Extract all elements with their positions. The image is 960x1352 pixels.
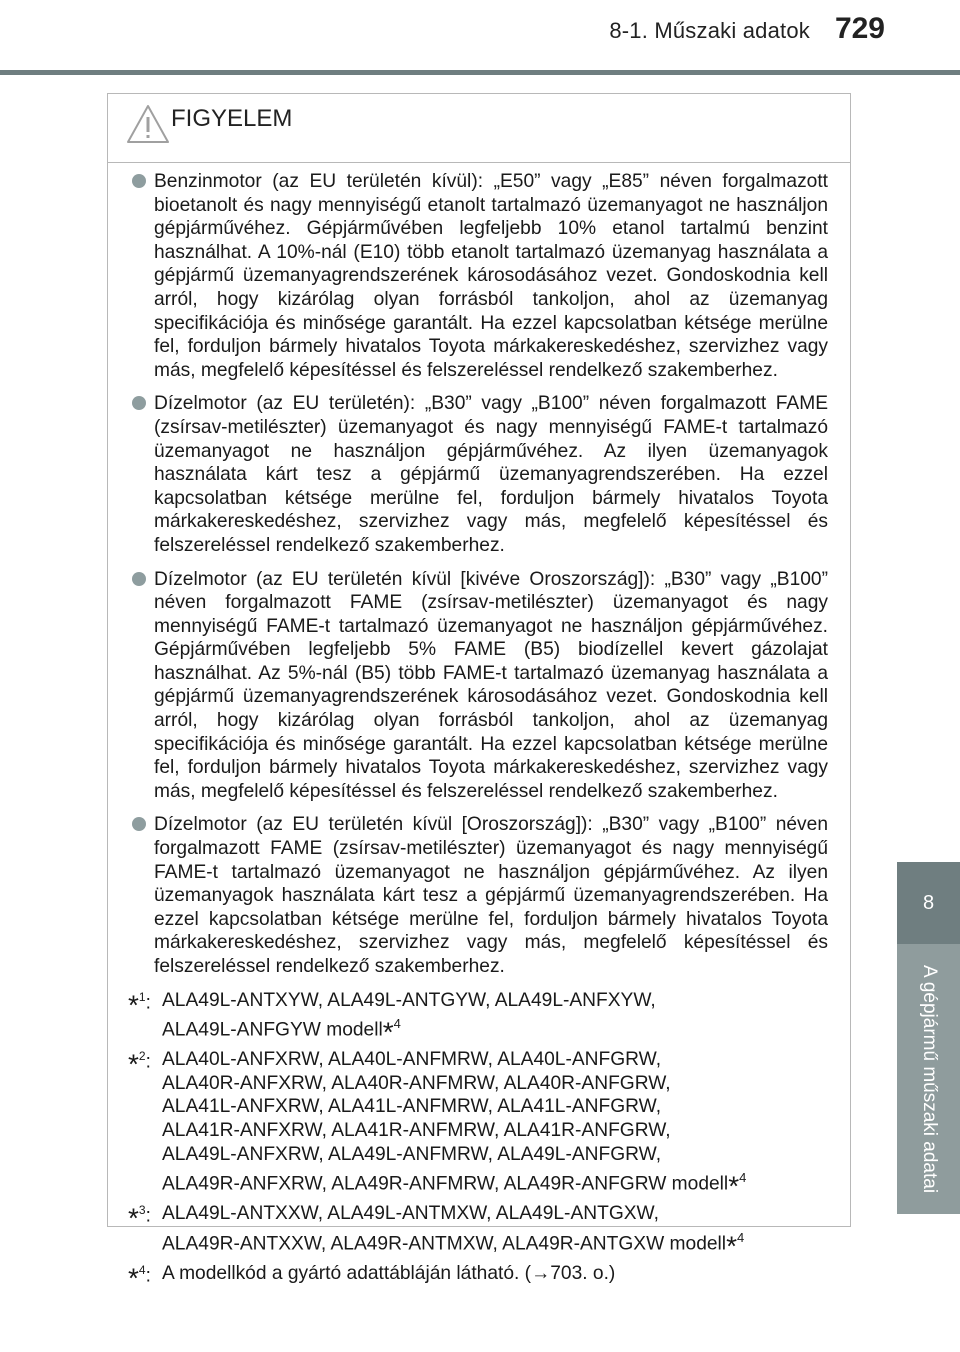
footnote-marker: *$^3$: <box>128 1202 151 1234</box>
warning-body <box>128 170 828 1294</box>
warning-bullet: Benzinmotor (az EU területén kívül): „E50” vagy „E85” néven forgalmazott bioetanolt és nagy mennyiségű etanolt tartalmazó üzemanyagot ne használjon gépjárművéhez. Gépjárművében legfeljebb 10% etanol tartalmú benzint használhat. A 10%-nál (E10) több etanolt tartalmazó üzemanyag használata a gépjármű üzemanyagrendszerének károsodásához vezet. Gondoskodnia kell arról, hogy kizárólag olyan forrásból tankoljon, ahol az üzemanyag specifikációja és minősége garantált. Ha ezzel kapcsolatban kétsége merülne fel, forduljon bármely hivatalos Toyota márkakereskedéshez, szervizhez vagy más, megfelelő képesítéssel és felszereléssel rendelkező szakemberhez. <box>132 170 828 382</box>
warning-title: FIGYELEM <box>171 105 293 132</box>
footnote: *$^3$: ALA49L-ANTXXW, ALA49L-ANTMXW, ALA49L-ANTGXW, ALA49R-ANTXXW, ALA49R-ANTMXW, ALA49R-ANTGXW modell*$^4$ <box>132 1202 828 1256</box>
warning-box <box>107 93 851 1294</box>
warning-triangle-icon <box>126 104 170 144</box>
chapter-tab-title: A gépjármű műszaki adatai <box>918 964 940 1194</box>
footnote-marker: *$^1$: <box>128 988 151 1020</box>
footnote <box>128 1262 828 1294</box>
footnote-marker: *$^2$: <box>128 1048 151 1080</box>
warning-bullet: Dízelmotor (az EU területén): „B30” vagy „B100” néven forgalmazott FAME (zsírsav-metilészter) üzemanyagot és nagy mennyiségű FAME-t tartalmazó üzemanyagot ne használjon gépjárművéhez. Az ilyen üzemanyagok használata kárt tesz a gépjármű üzemanyagrendszerében. Ha ezzel kapcsolatban kétsége merülne fel, forduljon bármely hivatalos Toyota márkakereskedéshez, szervizhez vagy más, megfelelő képesítéssel és felszereléssel rendelkező szakemberhez. <box>132 392 828 557</box>
footnote: *$^2$: ALA40L-ANFXRW, ALA40L-ANFMRW, ALA40L-ANFGRW, ALA40R-ANFXRW, ALA40R-ANFMRW, ALA40R-ANFGRW, ALA41L-ANFXRW, ALA41L-ANFMRW, ALA41L-ANFGRW, ALA41R-ANFXRW, ALA41R-ANFMRW, ALA41R-ANFGRW, ALA49L-ANFXRW, ALA49L-ANFMRW, ALA49L-ANFGRW, ALA49R-ANFXRW, ALA49R-ANFMRW, ALA49R-ANFGRW modell*$^4$ <box>132 1048 828 1196</box>
bullet-dot-icon <box>132 572 146 586</box>
bullet-dot-icon <box>132 817 146 831</box>
bullet-dot-icon <box>132 174 146 188</box>
section-title: 8-1. Műszaki adatok <box>609 18 810 43</box>
header-rule <box>0 70 960 75</box>
warning-header <box>108 94 850 163</box>
footnote-marker: *$^4$: <box>128 1262 151 1294</box>
chapter-tab <box>897 944 960 1214</box>
warning-bullet: Dízelmotor (az EU területén kívül [kivéve Oroszország]): „B30” vagy „B100” néven forgalmazott FAME (zsírsav-metilészter) üzemanyagot és nagy mennyiségű FAME-t tartalmazó üzemanyagot ne használjon gépjárművéhez. Gépjárművében legfeljebb 5% FAME (B5) biodízellel kevert gázolajat használhat. Az 5%-nál (B5) több FAME-t tartalmazó üzemanyag használata a gépjármű üzemanyagrendszerének károsodásához vezet. Gondoskodnia kell arról, hogy kizárólag olyan forrásból tankoljon, ahol az üzemanyag specifikációja és minősége garantált. Ha ezzel kapcsolatban kétsége merülne fel, forduljon bármely hivatalos Toyota márkakereskedéshez, szervizhez vagy más, megfelelő képesítéssel és felszereléssel rendelkező szakemberhez. <box>132 568 828 804</box>
page-reference: A modellkód a gyártó adattábláján látható. (→703. o.) <box>162 1262 616 1284</box>
warning-bullet: Dízelmotor (az EU területén kívül [Oroszország]): „B30” vagy „B100” néven forgalmazott FAME (zsírsav-metilészter) üzemanyagot és nagy mennyiségű FAME-t tartalmazó üzemanyagot ne használjon gépjárművéhez. Az ilyen üzemanyagok használata kárt tesz a gépjármű üzemanyagrendszerében. Ha ezzel kapcsolatban kétsége merülne fel, forduljon bármely hivatalos Toyota márkakereskedéshez, szervizhez vagy más, megfelelő képesítéssel és felszereléssel rendelkező szakemberhez. <box>132 813 828 978</box>
chapter-tab-number: 8 <box>897 862 960 944</box>
page-number: 729 <box>834 12 885 45</box>
bullet-dot-icon <box>132 396 146 410</box>
footnote: *$^1$: ALA49L-ANTXYW, ALA49L-ANTGYW, ALA49L-ANFXYW, ALA49L-ANFGYW modell*$^4$ <box>132 989 828 1043</box>
